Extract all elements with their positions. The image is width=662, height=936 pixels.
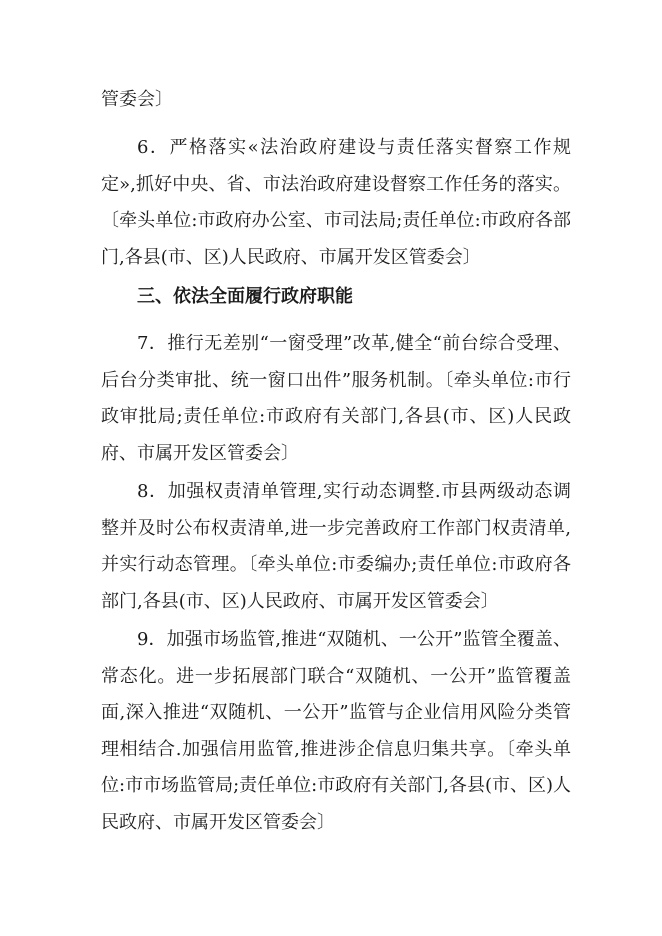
section-heading-3: 三、依法全面履行政府职能 xyxy=(137,286,353,307)
paragraph-item-8: 8．加强权责清单管理,实行动态调整.市县两级动态调整并及时公布权责清单,进一步完善政府工作部门权责清单,并实行动态管理。〔牵头单位:市委编办;责任单位:市政府各部门,各县(市、区)人民政府、市属开发区管委会〕 xyxy=(101,481,571,612)
paragraph-item-7: 7．推行无差别“一窗受理”改革,健全“前台综合受理、后台分类审批、统一窗口出件”服务机制。〔牵头单位:市行政审批局;责任单位:市政府有关部门,各县(市、区)人民政府、市属开发区管委会〕 xyxy=(101,333,571,464)
paragraph-continuation: 管委会〕 xyxy=(101,89,173,110)
paragraph-item-9: 9．加强市场监管,推进“双随机、一公开”监管全覆盖、常态化。进一步拓展部门联合“双随机、一公开”监管覆盖面,深入推进“双随机、一公开”监管与企业信用风险分类管理相结合.加强信用监管,推进涉企信息归集共享。〔牵头单位:市市场监管局;责任单位:市政府有关部门,各县(市、区)人民政府、市属开发区管委会〕 xyxy=(101,629,571,833)
paragraph-item-6: 6．严格落实«法治政府建设与责任落实督察工作规定»,抓好中央、省、市法治政府建设督察工作任务的落实。〔牵头单位:市政府办公室、市司法局;责任单位:市政府各部门,各县(市、区)人民政府、市属开发区管委会〕 xyxy=(101,137,571,268)
